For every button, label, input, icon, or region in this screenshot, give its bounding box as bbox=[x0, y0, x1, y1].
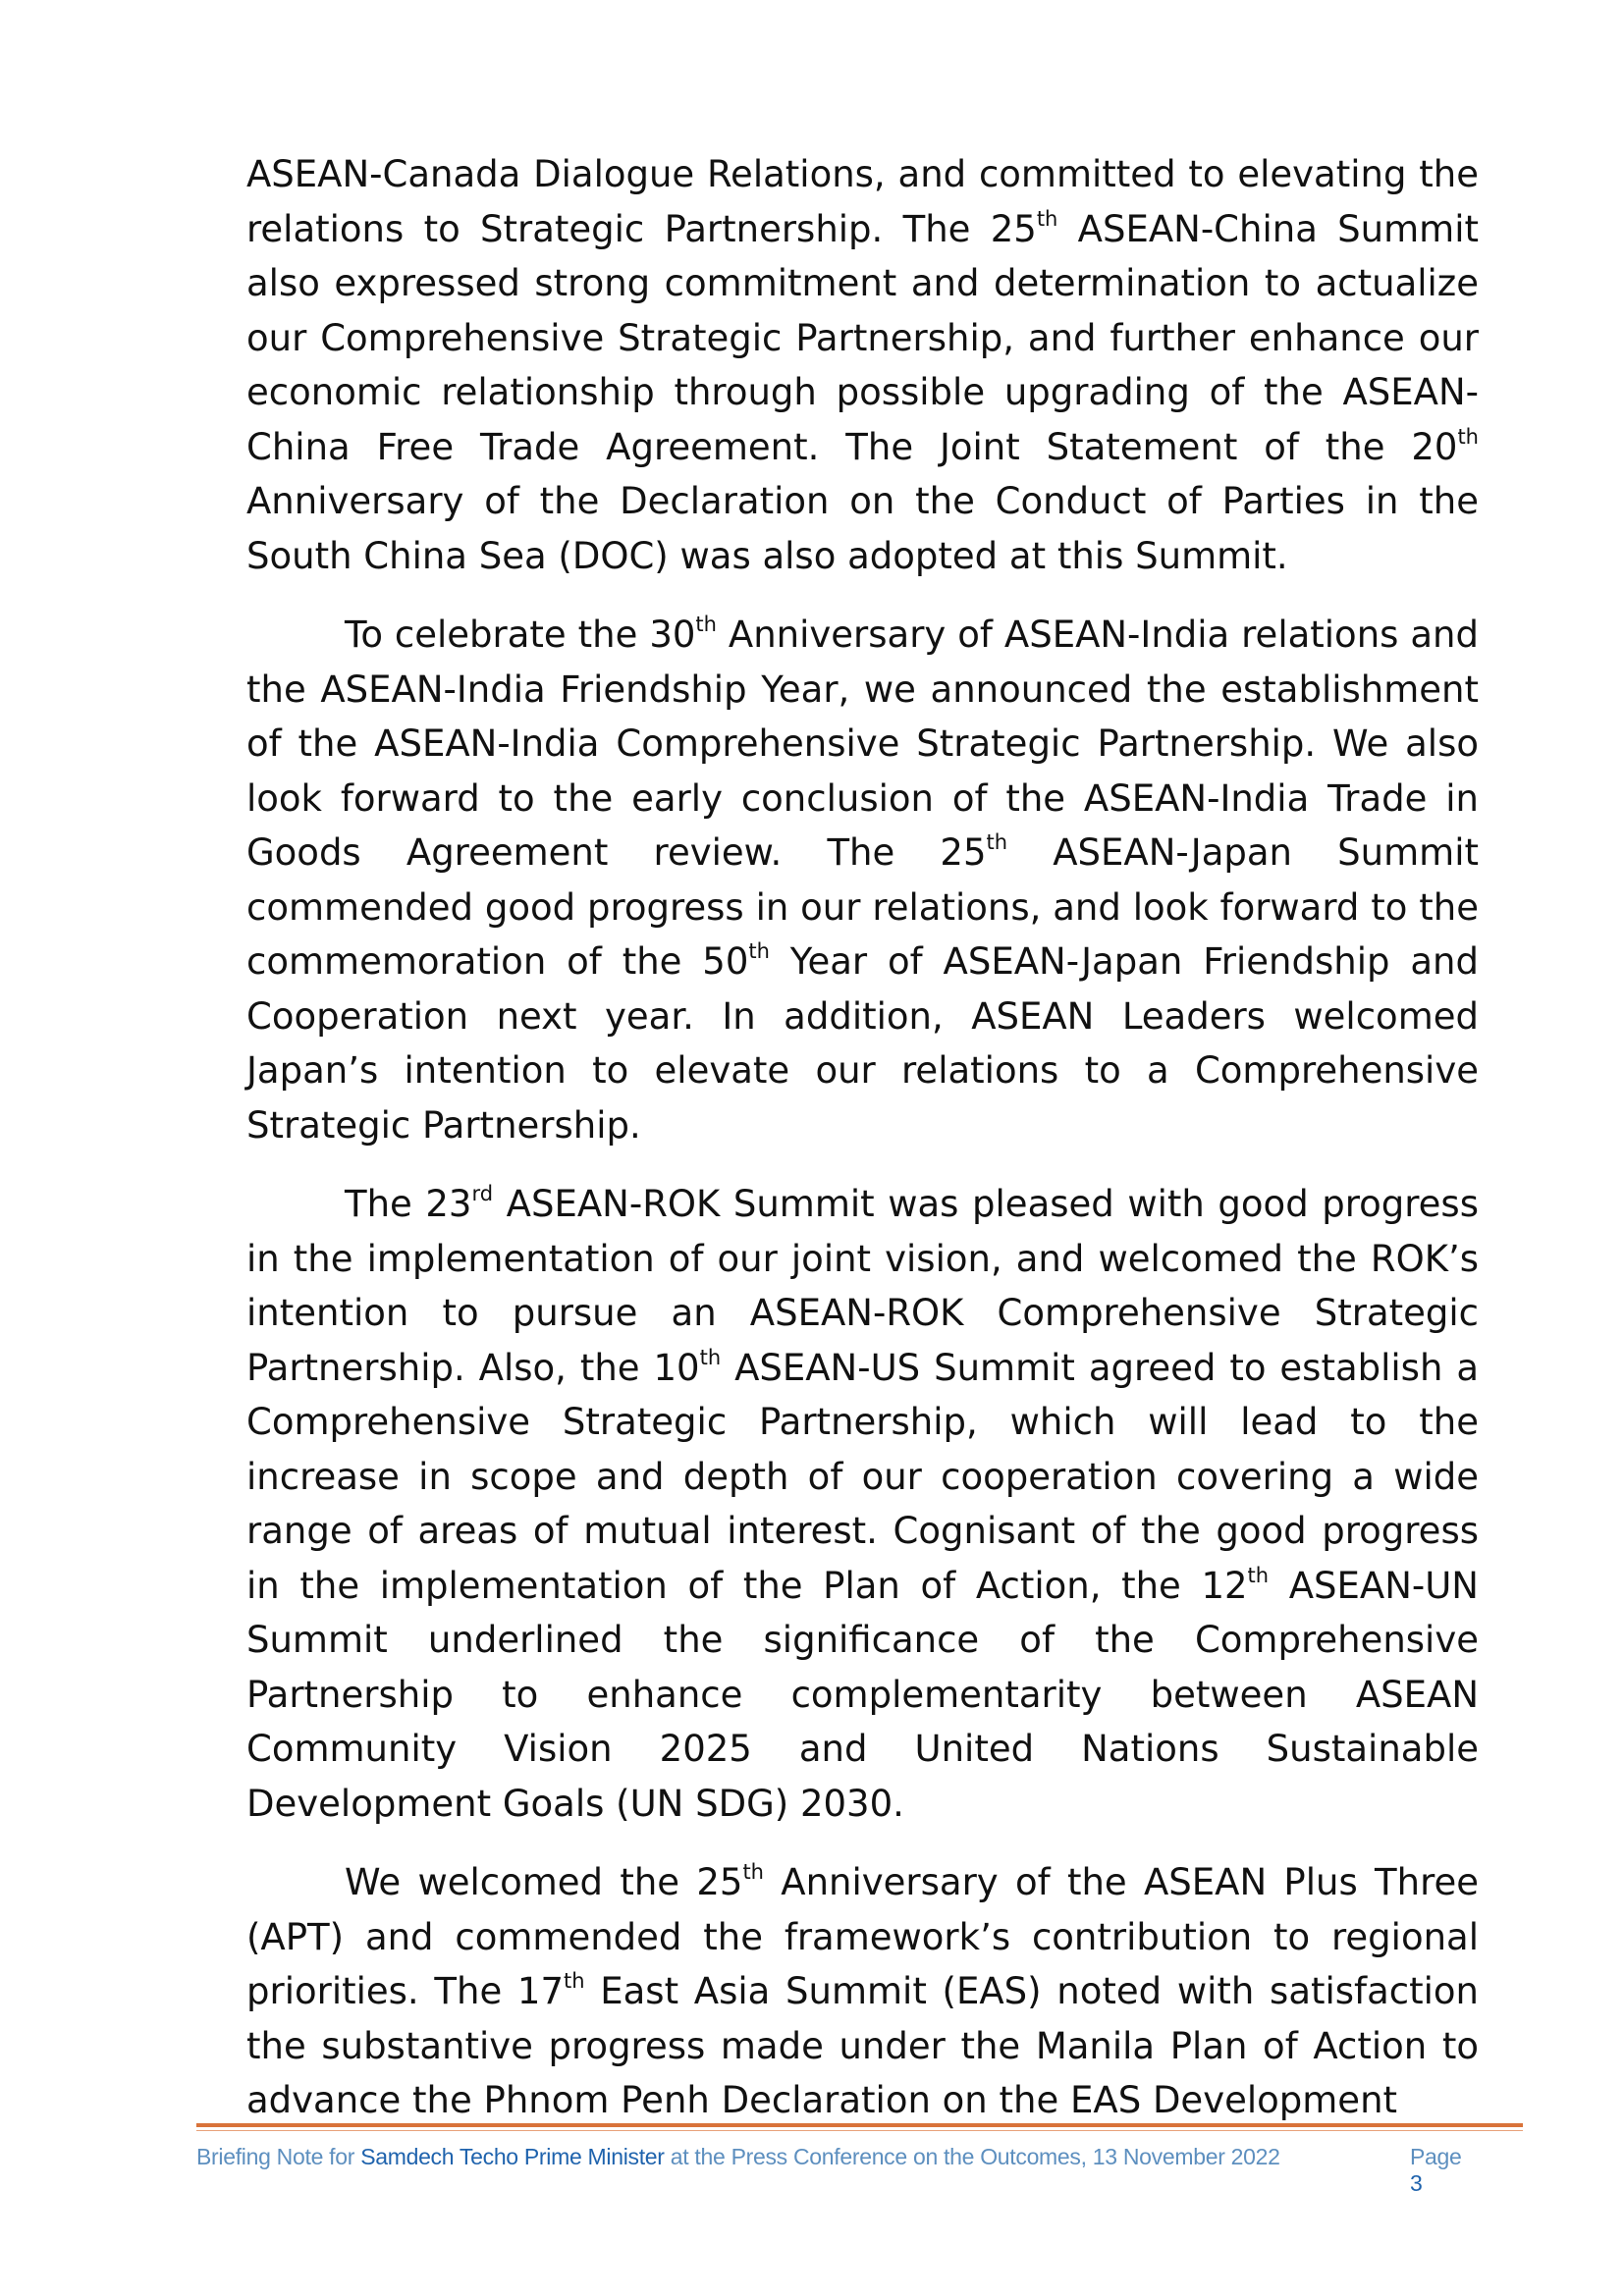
segment-text: Anniversary of ASEAN-India relations and the ASEAN-India Friendship Year, we announced the establishment of the ASEAN-India Comprehensive Strategic Partnership. We also look forward to the early conclusion of the ASEAN-India Trade in Goods Agreement review. The 25 bbox=[246, 614, 1479, 874]
segment-text: East Asia Summit (EAS) noted with satisfaction the substantive progress made under the Manila Plan of Action to advance the Phnom Penh Declaration on the EAS Development bbox=[246, 1970, 1479, 2121]
segment-text: The 23 bbox=[345, 1183, 472, 1225]
ordinal-suffix: rd bbox=[471, 1182, 494, 1205]
footer-divider bbox=[196, 2123, 1523, 2127]
ordinal-suffix: th bbox=[742, 1860, 764, 1884]
page-number-value: 3 bbox=[1410, 2170, 1423, 2196]
segment-text: To celebrate the 30 bbox=[345, 614, 696, 656]
paragraph-3-segment-1 bbox=[345, 1183, 493, 1225]
segment-text: Anniversary of the ASEAN Plus Three (APT) and commended the framework’s contribution to regional priorities. The 17 bbox=[246, 1861, 1479, 2012]
segment-text: Anniversary of the Declaration on the Conduct of Parties in the South China Sea (DOC) was also adopted at this Summit. bbox=[246, 480, 1479, 577]
footer-text-suffix: at the Press Conference on the Outcomes, 13 November 2022 bbox=[664, 2144, 1280, 2169]
page-number bbox=[1410, 2144, 1473, 2197]
footer-text-prefix: Briefing Note for bbox=[196, 2144, 361, 2169]
footer-highlight: Samdech Techo Prime Minister bbox=[360, 2144, 665, 2169]
page-footer bbox=[196, 2144, 1473, 2196]
segment-text: ASEAN-ROK Summit was pleased with good progress in the implementation of our joint vision, and welcomed the ROK’s intention to pursue an ASEAN-ROK Comprehensive Strategic Partnership. Also, the 10 bbox=[246, 1183, 1479, 1389]
segment-text: ASEAN-China Summit also expressed strong commitment and determination to actualize our Comprehensive Strategic Partnership, and further enhance our economic relationship through possible upgrading of the ASEAN-China Free Trade Agreement. The Joint Statement of the 20 bbox=[246, 207, 1479, 468]
ordinal-suffix: th bbox=[1036, 206, 1058, 231]
ordinal-suffix: th bbox=[695, 613, 717, 636]
segment-text: Year of ASEAN-Japan Friendship and Cooperation next year. In addition, ASEAN Leaders welcomed Japan’s intention to elevate our relations to a Comprehensive Strategic Partnership. bbox=[246, 940, 1479, 1147]
paragraph-1 bbox=[246, 147, 1479, 583]
paragraph-2 bbox=[246, 608, 1479, 1152]
footer-divider-thin bbox=[196, 2130, 1523, 2131]
paragraph-3 bbox=[246, 1177, 1479, 1831]
paragraph-1-segment-3 bbox=[246, 480, 1479, 577]
segment-text: We welcomed the 25 bbox=[345, 1861, 743, 1903]
ordinal-suffix: th bbox=[1247, 1563, 1270, 1587]
paragraph-4 bbox=[246, 1855, 1479, 2128]
ordinal-suffix: th bbox=[1457, 424, 1479, 449]
segment-text: ASEAN-Japan Summit commended good progress in our relations, and look forward to the commemoration of the 50 bbox=[246, 831, 1479, 983]
segment-text: ASEAN-Canada Dialogue Relations, and committed to elevating the relations to Strategic Partnership. The 25 bbox=[246, 153, 1479, 250]
ordinal-suffix: th bbox=[699, 1345, 722, 1369]
segment-text: ASEAN-US Summit agreed to establish a Comprehensive Strategic Partnership, which will lead to the increase in scope and depth of our cooperation covering a wide range of areas of mutual interest. Cognisant of the good progress in the implementation of the Plan of Action, the 12 bbox=[246, 1346, 1480, 1607]
paragraph-4-segment-1 bbox=[345, 1861, 764, 1903]
segment-text: ASEAN-UN Summit underlined the significance of the Comprehensive Partnership to enhance complementarity between ASEAN Community Vision 2025 and United Nations Sustainable Development Goals (UN SDG) 2030. bbox=[246, 1564, 1479, 1825]
ordinal-suffix: th bbox=[748, 939, 770, 963]
paragraph-2-segment-1 bbox=[345, 614, 717, 656]
document-body bbox=[246, 147, 1479, 2153]
ordinal-suffix: th bbox=[564, 1969, 585, 1993]
page-label: Page bbox=[1410, 2144, 1462, 2169]
ordinal-suffix: th bbox=[986, 830, 1008, 854]
